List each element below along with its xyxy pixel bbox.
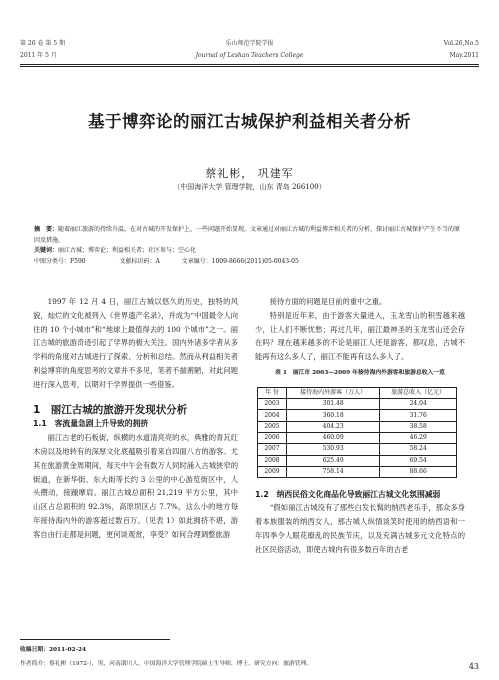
abstract-label: 摘 要： bbox=[34, 226, 59, 233]
table-cell: 2003 bbox=[258, 399, 287, 410]
table-header: 旅游总收入（亿元） bbox=[380, 387, 457, 398]
keywords bbox=[34, 246, 466, 257]
table-row bbox=[258, 432, 457, 443]
affiliation: （中国海洋大学 管理学院，山东 青岛 266100） bbox=[173, 183, 326, 191]
table-row bbox=[258, 444, 457, 455]
table-cell: 2009 bbox=[258, 466, 287, 477]
table-row bbox=[258, 410, 457, 421]
table-cell: 301.48 bbox=[287, 399, 380, 410]
page-number: 43 bbox=[468, 662, 479, 671]
authors: 蔡礼彬， 巩建军 bbox=[205, 167, 294, 180]
volume-issue-en: Vol.26,No.5 bbox=[443, 40, 479, 47]
table-cell: 38.58 bbox=[380, 421, 457, 432]
table-cell: 460.09 bbox=[287, 432, 380, 443]
abstract bbox=[34, 225, 466, 246]
table-cell: 360.18 bbox=[287, 410, 380, 421]
paragraph-snow-mountain: 特别是近年来，由于游客大量进入，玉龙雪山的积雪越来越少，让人们不断忧愁；再过几年，丽江最神圣的玉龙雪山还会存在吗？现在越来越多的不论是丽江人还是游客，都叹息，古城不能再有这么多人了，丽江不能再有这么多人了。 bbox=[255, 310, 465, 362]
table-row bbox=[258, 466, 457, 477]
table-row bbox=[258, 421, 457, 432]
table-cell: 31.76 bbox=[380, 410, 457, 421]
tourism-table bbox=[257, 387, 457, 478]
publication-date-en: May.2011 bbox=[449, 52, 479, 59]
keywords-label: 关键词： bbox=[34, 247, 59, 254]
right-column bbox=[255, 295, 465, 556]
table-row bbox=[258, 455, 457, 466]
abstract-block bbox=[34, 225, 466, 267]
subsection-heading-1-2: 1.2 纳西民俗文化商品化导致丽江古城文化氛围减弱 bbox=[255, 490, 441, 500]
footnote-rule bbox=[20, 639, 170, 640]
abstract-text: 随着丽江旅游的持续升温，在对古城的开发保护上，一些问题开始显现。文章通过对丽江古城的利益博弈相关者的分析，探讨丽江古城保护产生不当的原因及措施。 bbox=[34, 226, 461, 244]
author-bio: 作者简介：蔡礼彬（1972-），男，河南潢川人，中国海洋大学管理学院硕士生导师，博士，研究方向：旅游管理。 bbox=[20, 661, 313, 667]
article-title: 基于博弈论的丽江古城保护利益相关者分析 bbox=[88, 112, 411, 131]
table-cell: 2007 bbox=[258, 444, 287, 455]
article-number: 文章编号：1009-8666(2011)05-0043-05 bbox=[181, 257, 299, 265]
paragraph-crowding: 丽江古老的石板街，纵横的水道清亮亮的水，典雅的青瓦红木房以及地转有的深厚文化底蕴吸引着来自四面八方的游客。尤其在旅游黄金周期间，每天中午会有数万人同时涌入古城狭窄的街道，在新华街、东大街等长约 3 公里的中心游览街区中，人头攒动，接踵摩肩。丽江古城总面积 21,219 平方公里，其中山区占总面积的 92.3%，高原坝区占 7.7%，这么小的地方每年接待海内外的游客超过数百万。（见表 1）如此拥挤不堪，游客自由行走都是问题，更何谈观赏，享受？如何合理调整旅游 bbox=[33, 433, 238, 539]
volume-issue: 第 26 卷 第 5 期 bbox=[20, 40, 65, 47]
table-cell: 58.24 bbox=[380, 444, 457, 455]
footnote bbox=[20, 643, 479, 671]
table-row bbox=[258, 399, 457, 410]
received-date: 收稿日期：2011-02-24 bbox=[20, 647, 87, 653]
table-cell: 46.29 bbox=[380, 432, 457, 443]
table-cell: 2006 bbox=[258, 432, 287, 443]
table-cell: 758.14 bbox=[287, 466, 380, 477]
intro-paragraph: 1997 年 12 月 4 日，丽江古城以悠久的历史，独特的风貌，灿烂的文化被列入《世界遗产名录》，并成为“中国最令人向往的 10 个小城市”和“地球上最值得去的 100 个城市”之一。丽江古城的旅游奇迹引起了学界的极大关注。国内外诸多学者从多学科的角度对古城进行了探索、分析和总结。然而从利益相关者利益博弈的角度思考的文章并不多见，笔者不揣谫陋，对此问题进行深入思考，以期对于学界提供一些借鉴。 bbox=[33, 297, 238, 389]
table-caption: 表 1 丽江市 2003—2009 年接待海内外游客和旅游总收入一览 bbox=[275, 369, 445, 376]
section-heading-1: 1 丽江古城的旅游开发现状分析 bbox=[33, 403, 188, 416]
classification bbox=[34, 257, 466, 268]
table-header-row bbox=[258, 387, 457, 398]
table-header: 年 份 bbox=[258, 387, 287, 398]
header-rule bbox=[20, 64, 479, 65]
table-header: 接待海内外游客（万人） bbox=[287, 387, 380, 398]
table-cell: 2005 bbox=[258, 421, 287, 432]
table-cell: 625.49 bbox=[287, 455, 380, 466]
publication-date: 2011 年 5 月 bbox=[20, 52, 57, 59]
table-cell: 2004 bbox=[258, 410, 287, 421]
table-cell: 88.66 bbox=[380, 466, 457, 477]
journal-name-en: Journal of Leshan Teachers College bbox=[195, 52, 304, 59]
table-cell: 69.54 bbox=[380, 455, 457, 466]
keywords-text: 丽江古城；博弈论；利益相关者；社区参与；空心化 bbox=[58, 247, 197, 254]
journal-name-cn: 乐山师范学院学报 bbox=[225, 40, 274, 47]
left-column bbox=[33, 295, 238, 542]
table-cell: 530.93 bbox=[287, 444, 380, 455]
table-cell: 404.23 bbox=[287, 421, 380, 432]
clc-number: 中图分类号：F590 bbox=[34, 257, 86, 265]
paragraph-continued: 接待方面的问题是目前的重中之重。 bbox=[269, 297, 387, 306]
table-cell: 24.04 bbox=[380, 399, 457, 410]
paragraph-naxi-culture: “假如丽江古城没有了那些白发长髯的纳西老乐手，那众多身着本族服装的纳西女人，那古城人纵情谈笑时使用的纳西语和一年四季令人眼花缭乱的民族节庆，以及充满古城多元文化特点的社区民俗活动，即使古城内有很多数百年的古老 bbox=[255, 503, 465, 554]
table-cell: 2008 bbox=[258, 455, 287, 466]
document-code: 文献标识码：A bbox=[119, 257, 160, 265]
header-rule-thin bbox=[20, 66, 479, 67]
subsection-heading-1-1: 1.1 客流量急剧上升导致的拥挤 bbox=[33, 419, 149, 429]
